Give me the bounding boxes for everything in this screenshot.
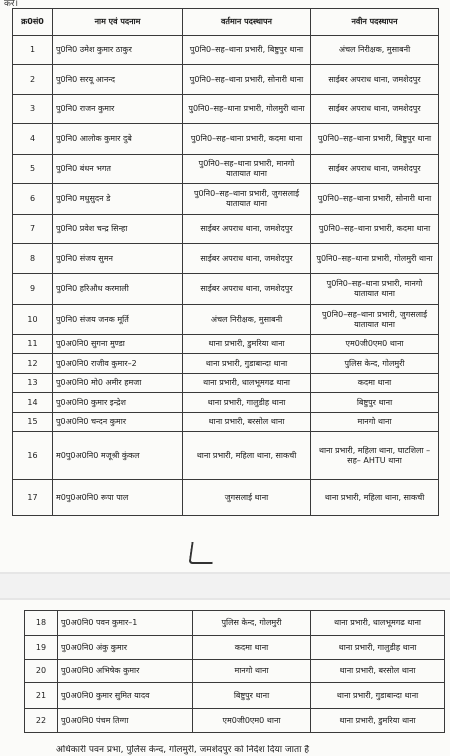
current-posting-cell: पु0नि0–सह–थाना प्रभारी, बिष्टुपुर थाना (183, 36, 311, 65)
pen-mark (188, 542, 215, 564)
current-posting-cell: मानगो थाना (193, 660, 311, 683)
table-row (13, 413, 439, 432)
current-posting-cell: साईबर अपराध थाना, जमशेदपुर (183, 215, 311, 244)
transfer-table-page-2 (24, 610, 445, 733)
current-posting-cell: पु0नि0–सह–थाना प्रभारी, सोनारी थाना (183, 65, 311, 95)
new-posting-cell: एम0जी0एम0 थाना (311, 335, 439, 354)
table-row (13, 36, 439, 65)
new-posting-cell: थाना प्रभारी, गालुडीह थाना (311, 636, 445, 660)
name-cell: पु0नि0 संजय जनक मूर्ति (53, 305, 183, 335)
name-cell: पु0अ0नि0 सुगना मुण्डा (53, 335, 183, 354)
current-posting-cell: थाना प्रभारी, डुमरिया थाना (183, 335, 311, 354)
new-posting-cell: बिष्टुपुर थाना (311, 393, 439, 413)
table-row (13, 393, 439, 413)
serial-cell: 5 (13, 155, 53, 184)
current-posting-cell: जुगसलाई थाना (183, 480, 311, 516)
serial-cell: 14 (13, 393, 53, 413)
name-cell: पु0अ0नि0 कुमार इन्द्रेश (53, 393, 183, 413)
name-cell: पु0नि0 हरिऔध करमाली (53, 274, 183, 305)
page-break-paper (0, 574, 450, 598)
serial-cell: 9 (13, 274, 53, 305)
name-cell: पु0अ0नि0 कुमार सुमित यादव (58, 683, 193, 709)
table-row (13, 65, 439, 95)
bottom-text-line: अधिकारी पवन प्रभा, पुलिस केन्द, गोलमुरी, जमशेदपुर को निर्देश दिया जाता है (56, 745, 310, 755)
table-header-row (13, 9, 439, 36)
table-row (25, 709, 445, 733)
serial-cell: 8 (13, 244, 53, 274)
new-posting-cell: पु0नि0–सह–थाना प्रभारी, गोलमुरी थाना (311, 244, 439, 274)
new-posting-cell: थाना प्रभारी, महिला थाना, साकची (311, 480, 439, 516)
header-new-posting: नवीन पदस्थापन (311, 9, 439, 36)
current-posting-cell: साईबर अपराध थाना, जमशेदपुर (183, 274, 311, 305)
name-cell: पु0अ0नि0 राजीव कुमार–2 (53, 354, 183, 374)
name-cell: पु0नि0 राजन कुमार (53, 95, 183, 124)
table-row (13, 305, 439, 335)
table-row (13, 124, 439, 155)
table-row (13, 244, 439, 274)
serial-cell: 17 (13, 480, 53, 516)
name-cell: म0पु0अ0नि0 रूपा पाल (53, 480, 183, 516)
serial-cell: 10 (13, 305, 53, 335)
name-cell: पु0नि0 आलोक कुमार दुबे (53, 124, 183, 155)
table-row (13, 480, 439, 516)
current-posting-cell: साईबर अपराध थाना, जमशेदपुर (183, 244, 311, 274)
serial-cell: 6 (13, 184, 53, 215)
new-posting-cell: साईबर अपराध थाना, जमशेदपुर (311, 95, 439, 124)
serial-cell: 19 (25, 636, 58, 660)
current-posting-cell: थाना प्रभारी, गुडाबान्दा थाना (183, 354, 311, 374)
serial-cell: 4 (13, 124, 53, 155)
table-row (13, 95, 439, 124)
current-posting-cell: थाना प्रभारी, धालभूमगढ थाना (183, 374, 311, 393)
current-posting-cell: बिष्टुपुर थाना (193, 683, 311, 709)
top-text-fragment: करें। (4, 0, 19, 8)
serial-cell: 3 (13, 95, 53, 124)
table-row (25, 611, 445, 636)
name-cell: पु0अ0नि0 पवन कुमार–1 (58, 611, 193, 636)
new-posting-cell: अंचल निरीक्षक, मुसाबनी (311, 36, 439, 65)
table-row (25, 660, 445, 683)
current-posting-cell: पु0नि0–सह–थाना प्रभारी, गोलमुरी थाना (183, 95, 311, 124)
header-current-posting: वर्तमान पदस्थापन (183, 9, 311, 36)
name-cell: पु0नि0 मधुसुदन डे (53, 184, 183, 215)
name-cell: पु0अ0नि0 अभिषेक कुमार (58, 660, 193, 683)
serial-cell: 1 (13, 36, 53, 65)
serial-cell: 18 (25, 611, 58, 636)
name-cell: पु0अ0नि0 अंकु कुमार (58, 636, 193, 660)
table-body-page-1 (13, 36, 439, 516)
table-row (13, 432, 439, 480)
new-posting-cell: मानगो थाना (311, 413, 439, 432)
new-posting-cell: पु0नि0–सह–थाना प्रभारी, कदमा थाना (311, 215, 439, 244)
table-row (13, 354, 439, 374)
new-posting-cell: थाना प्रभारी, गुडाबान्दा थाना (311, 683, 445, 709)
name-cell: पु0नि0 बंधन भगत (53, 155, 183, 184)
serial-cell: 21 (25, 683, 58, 709)
table-row (13, 335, 439, 354)
table-row (25, 683, 445, 709)
current-posting-cell: थाना प्रभारी, महिला थाना, साकची (183, 432, 311, 480)
name-cell: पु0नि0 सरयू आनन्द (53, 65, 183, 95)
table-row (13, 215, 439, 244)
serial-cell: 15 (13, 413, 53, 432)
new-posting-cell: पु0नि0–सह–थाना प्रभारी, सोनारी थाना (311, 184, 439, 215)
name-cell: पु0नि0 प्रवेश चन्द्र सिन्हा (53, 215, 183, 244)
current-posting-cell: थाना प्रभारी, बरसोल थाना (183, 413, 311, 432)
current-posting-cell: कदमा थाना (193, 636, 311, 660)
serial-cell: 20 (25, 660, 58, 683)
table-row (13, 374, 439, 393)
serial-cell: 2 (13, 65, 53, 95)
serial-cell: 7 (13, 215, 53, 244)
current-posting-cell: अंचल निरीक्षक, मुसाबनी (183, 305, 311, 335)
table-row (13, 274, 439, 305)
current-posting-cell: पुलिस केन्द, गोलमुरी (193, 611, 311, 636)
new-posting-cell: पु0नि0–सह–थाना प्रभारी, मानगो यातायात थाना (311, 274, 439, 305)
name-cell: पु0नि0 संजय सुमन (53, 244, 183, 274)
serial-cell: 11 (13, 335, 53, 354)
new-posting-cell: थाना प्रभारी, धालभूमगढ थाना (311, 611, 445, 636)
new-posting-cell: साईबर अपराध थाना, जमशेदपुर (311, 155, 439, 184)
serial-cell: 16 (13, 432, 53, 480)
new-posting-cell: थाना प्रभारी, महिला थाना, घाटशिला –सह– AHTU थाना (311, 432, 439, 480)
header-name-designation: नाम एवं पदनाम (53, 9, 183, 36)
serial-cell: 22 (25, 709, 58, 733)
new-posting-cell: पुलिस केन्द, गोलमुरी (311, 354, 439, 374)
name-cell: पु0अ0नि0 चन्दन कुमार (53, 413, 183, 432)
current-posting-cell: पु0नि0–सह–थाना प्रभारी, मानगो यातायात थाना (183, 155, 311, 184)
table-body-page-2 (25, 611, 445, 733)
new-posting-cell: कदमा थाना (311, 374, 439, 393)
new-posting-cell: पु0नि0–सह–थाना प्रभारी, जुगसलाई यातायात थाना (311, 305, 439, 335)
table-row (25, 636, 445, 660)
current-posting-cell: एम0जी0एम0 थाना (193, 709, 311, 733)
transfer-table-page-1 (12, 8, 439, 516)
new-posting-cell: पु0नि0–सह–थाना प्रभारी, बिष्टुपुर थाना (311, 124, 439, 155)
new-posting-cell: थाना प्रभारी, बरसोल थाना (311, 660, 445, 683)
current-posting-cell: थाना प्रभारी, गालुडीह थाना (183, 393, 311, 413)
table-row (13, 184, 439, 215)
name-cell: म0पु0अ0नि0 मजूश्री कुंकल (53, 432, 183, 480)
serial-cell: 12 (13, 354, 53, 374)
current-posting-cell: पु0नि0–सह–थाना प्रभारी, कदमा थाना (183, 124, 311, 155)
serial-cell: 13 (13, 374, 53, 393)
name-cell: पु0नि0 उमेश कुमार ठाकुर (53, 36, 183, 65)
table-row (13, 155, 439, 184)
new-posting-cell: थाना प्रभारी, डुमरिया थाना (311, 709, 445, 733)
current-posting-cell: पु0नि0–सह–थाना प्रभारी, जुगसलाई यातायात थाना (183, 184, 311, 215)
header-serial-no: क्र0सं0 (13, 9, 53, 36)
name-cell: पु0अ0नि0 मो0 अमीर हमजा (53, 374, 183, 393)
name-cell: पु0अ0नि0 पंचम तिग्गा (58, 709, 193, 733)
new-posting-cell: साईबर अपराध थाना, जमशेदपुर (311, 65, 439, 95)
